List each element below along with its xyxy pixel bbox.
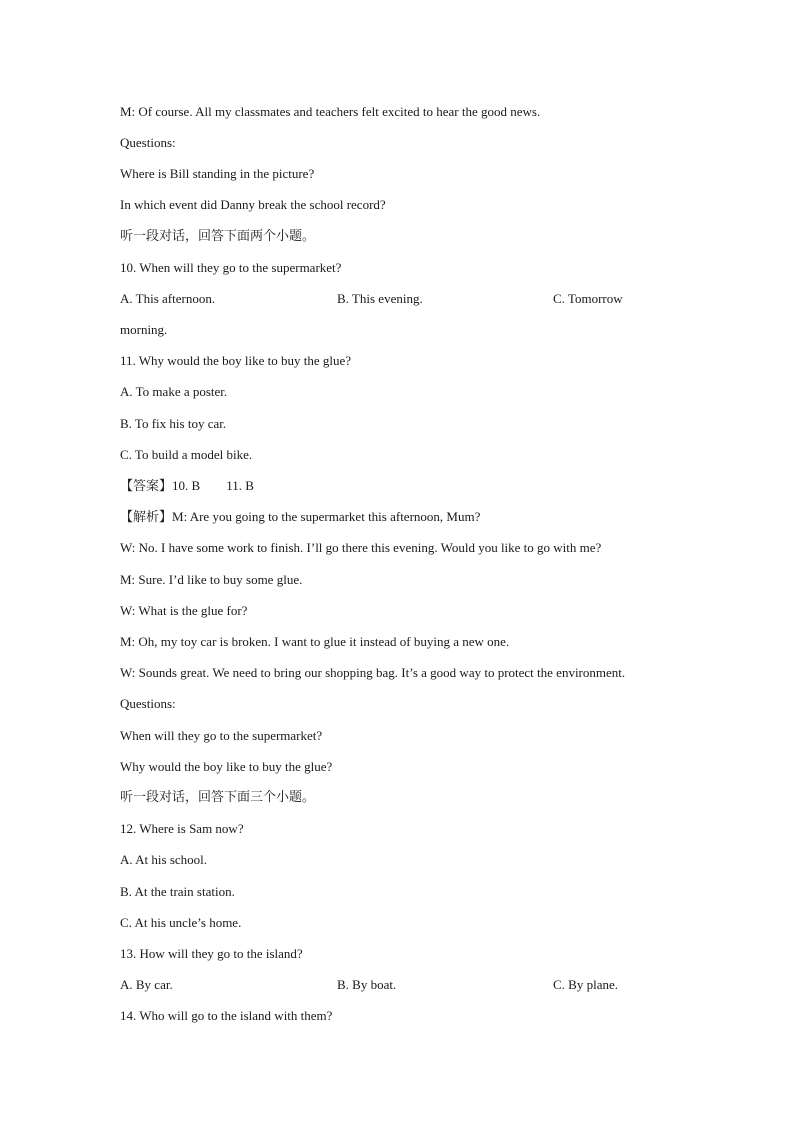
question-line: When will they go to the supermarket?: [120, 728, 323, 743]
q11-option-c: C. To build a model bike.: [120, 447, 253, 462]
section-instruction: 听一段对话，回答下面三个小题。: [120, 790, 316, 805]
answer-10: 10. B: [172, 478, 201, 493]
q10-option-a: A. This afternoon.: [120, 291, 216, 306]
q10-option-c-continued: morning.: [120, 322, 168, 337]
question-13: 13. How will they go to the island?: [120, 946, 303, 961]
q10-option-b: B. This evening.: [337, 291, 423, 306]
answer-11: 11. B: [226, 478, 254, 493]
question-line: Where is Bill standing in the picture?: [120, 166, 315, 181]
q12-option-b: B. At the train station.: [120, 884, 235, 899]
dialogue-line: M: Oh, my toy car is broken. I want to glue it instead of buying a new one.: [120, 634, 510, 649]
question-line: In which event did Danny break the school record?: [120, 197, 386, 212]
section-instruction: 听一段对话，回答下面两个小题。: [120, 229, 316, 244]
dialogue-line: M: Sure. I’d like to buy some glue.: [120, 572, 303, 587]
questions-heading: Questions:: [120, 696, 176, 711]
q11-option-a: A. To make a poster.: [120, 384, 228, 399]
analysis-line: [120, 509, 480, 525]
answer-label: 【答案】: [120, 479, 173, 494]
q13-option-a: A. By car.: [120, 977, 173, 992]
questions-heading: Questions:: [120, 135, 176, 150]
dialogue-line: W: Sounds great. We need to bring our shopping bag. It’s a good way to protect the environment.: [120, 665, 626, 680]
dialogue-line: M: Are you going to the supermarket this afternoon, Mum?: [172, 509, 481, 524]
dialogue-line: W: No. I have some work to finish. I’ll go there this evening. Would you like to go with me?: [120, 540, 602, 555]
question-12: 12. Where is Sam now?: [120, 821, 244, 836]
dialogue-line: W: What is the glue for?: [120, 603, 248, 618]
question-line: Why would the boy like to buy the glue?: [120, 759, 333, 774]
analysis-label: 【解析】: [120, 510, 173, 525]
q12-option-c: C. At his uncle’s home.: [120, 915, 242, 930]
q12-option-a: A. At his school.: [120, 852, 208, 867]
question-11: 11. Why would the boy like to buy the glue?: [120, 353, 352, 368]
question-10: 10. When will they go to the supermarket?: [120, 260, 342, 275]
dialogue-line: M: Of course. All my classmates and teachers felt excited to hear the good news.: [120, 104, 541, 119]
q13-option-b: B. By boat.: [337, 977, 397, 992]
q13-option-c: C. By plane.: [553, 977, 618, 992]
question-14: 14. Who will go to the island with them?: [120, 1008, 333, 1023]
answer-line: [120, 478, 254, 494]
q10-option-c: C. Tomorrow: [553, 291, 623, 306]
q11-option-b: B. To fix his toy car.: [120, 416, 227, 431]
